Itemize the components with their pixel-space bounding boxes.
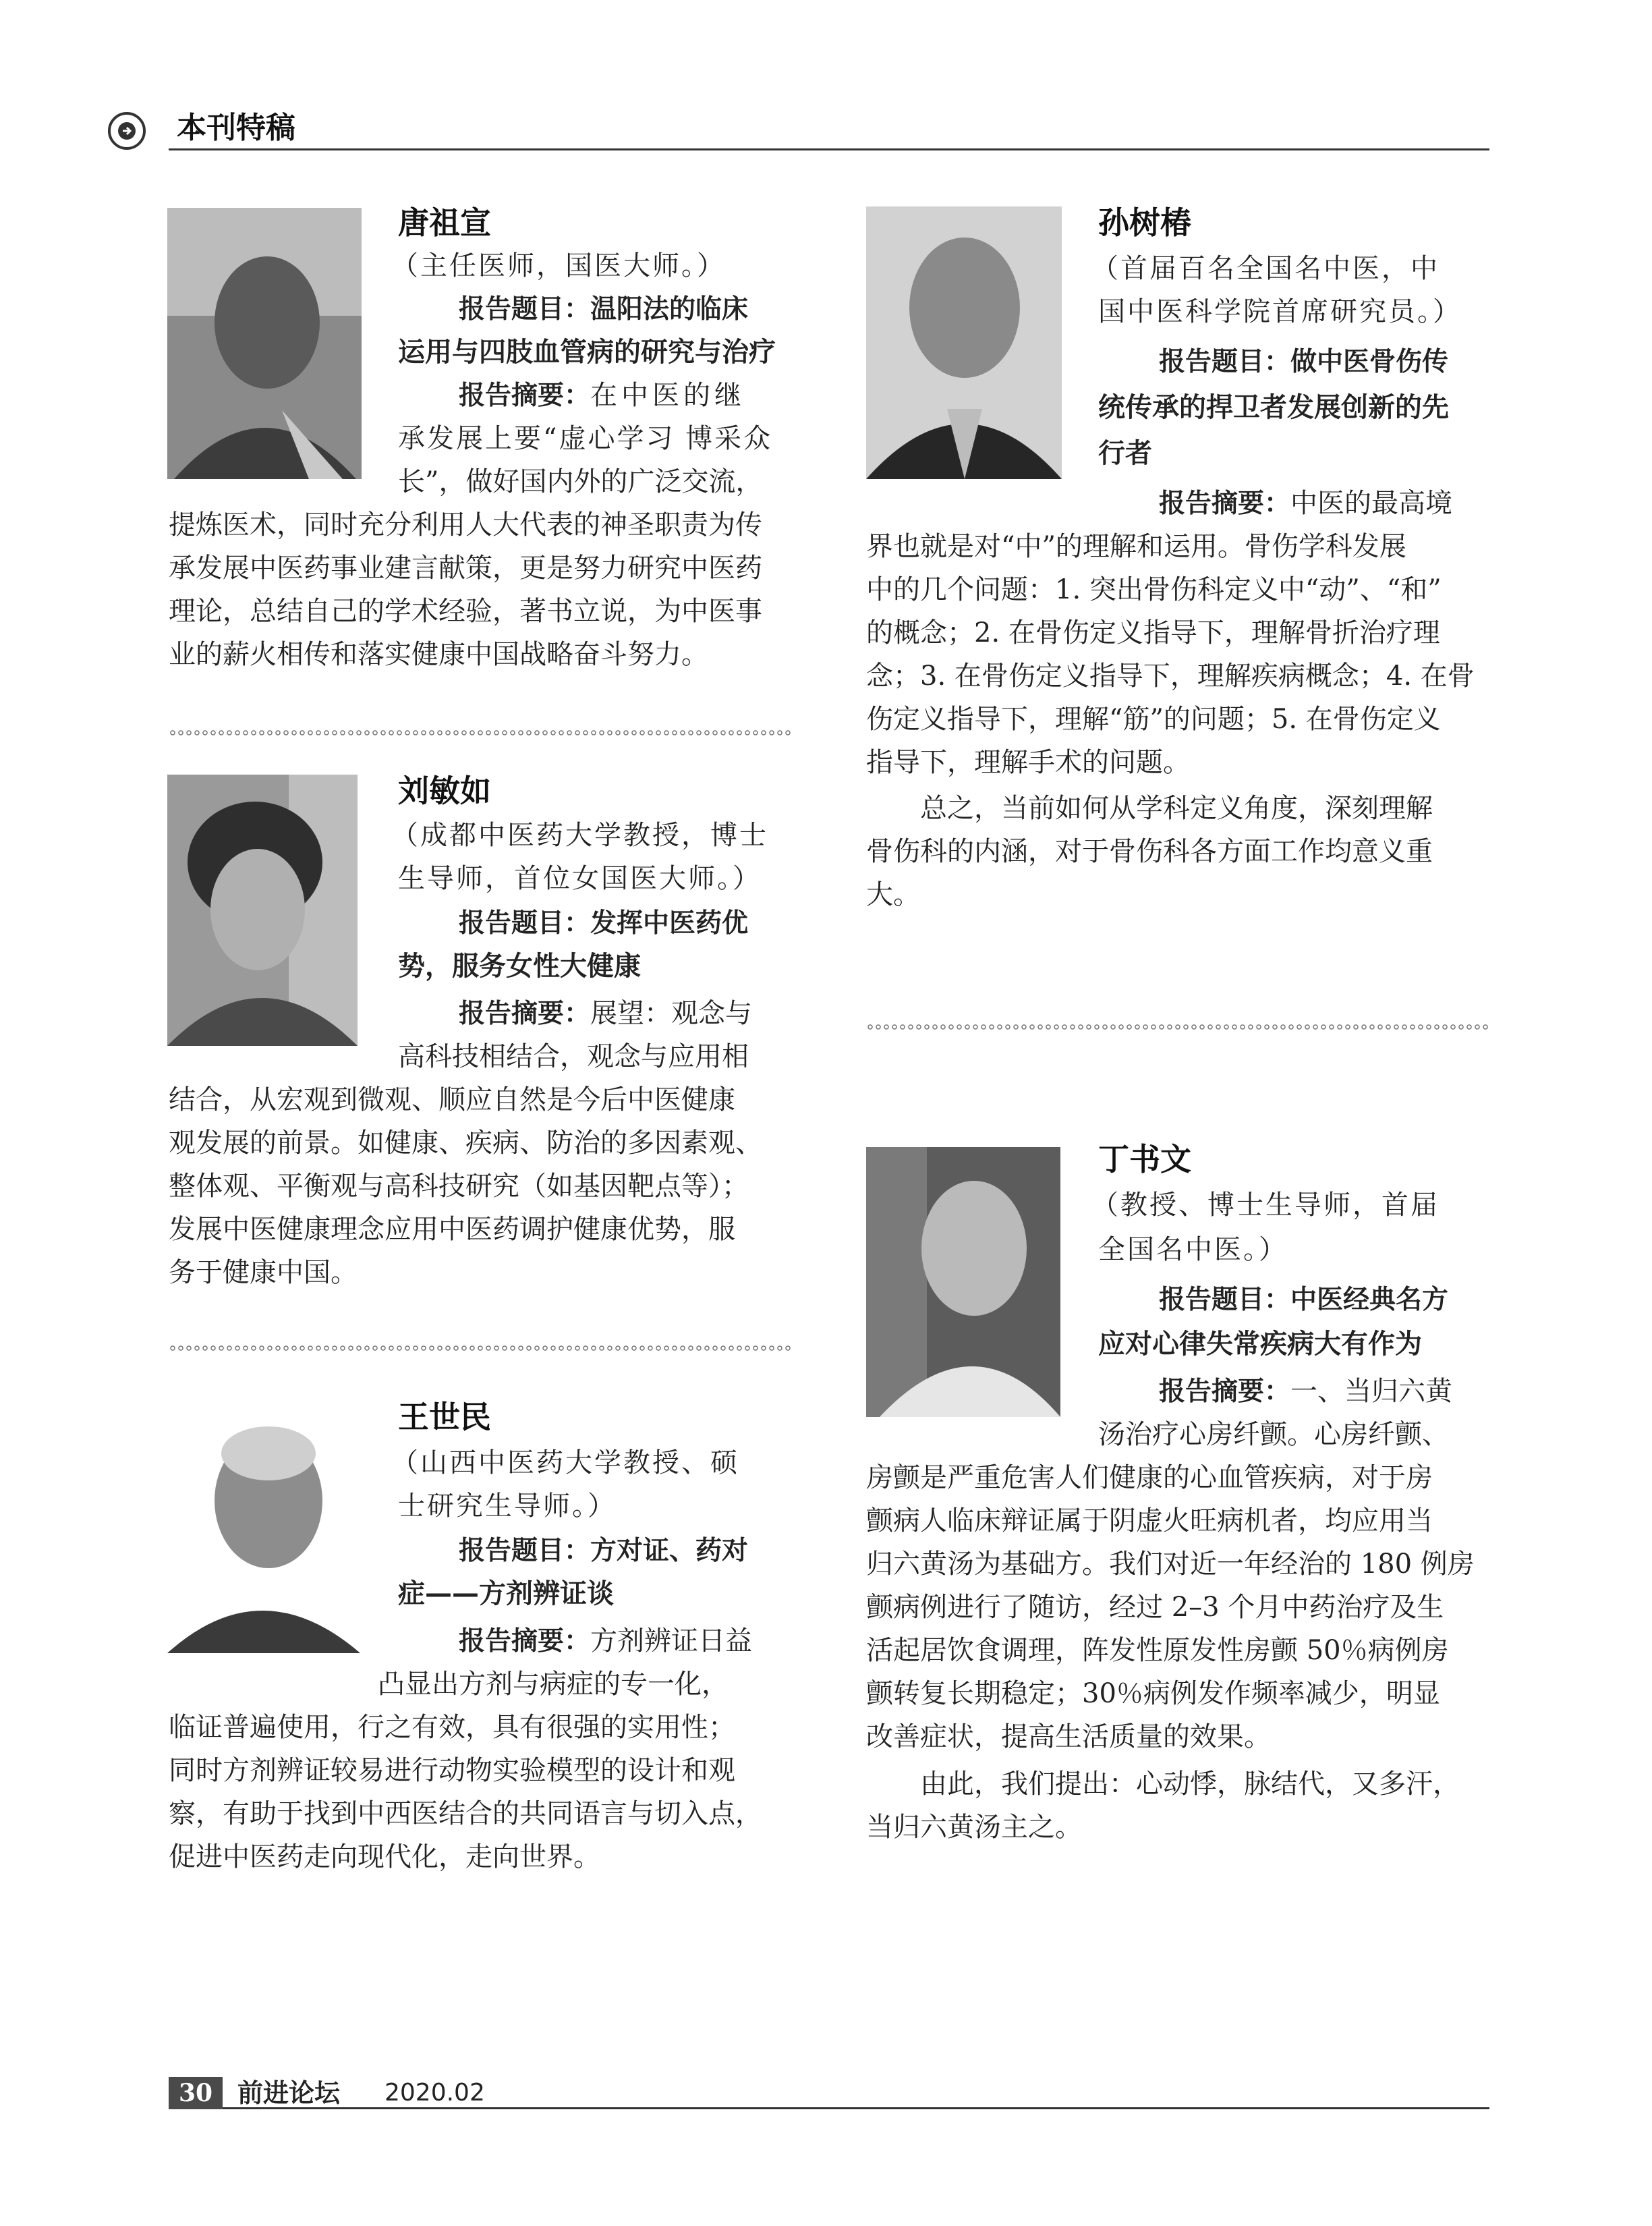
section-title: 本刊特稿 — [177, 111, 295, 145]
abstract-line: 伤定义指导下，理解“筋”的问题；5. 在骨伤定义 — [866, 704, 1441, 735]
topic-line: 报告题目：方对证、药对 — [459, 1536, 749, 1566]
credentials: 国中医科学院首席研究员。） — [1098, 296, 1462, 327]
credentials: （教授、博士生导师，首届 — [1091, 1190, 1440, 1221]
separator — [169, 729, 793, 737]
journal-name: 前进论坛 — [237, 2078, 341, 2108]
topic-label: 报告题目： — [1159, 1285, 1291, 1315]
topic-line: 报告题目：做中医骨伤传 — [1159, 347, 1449, 377]
topic-label: 报告题目： — [459, 294, 591, 325]
topic-line: 运用与四肢血管病的研究与治疗 — [398, 337, 776, 368]
abstract-line: 报告摘要：在中医的继 — [459, 380, 746, 411]
abstract-line: 凸显出方剂与病症的专一化， — [378, 1669, 729, 1700]
abstract-label: 报告摘要： — [459, 1626, 591, 1657]
abstract-line: 当归六黄汤主之。 — [866, 1812, 1082, 1843]
abstract-line: 临证普遍使用，行之有效，具有很强的实用性； — [169, 1712, 735, 1743]
portrait-photo — [167, 208, 362, 479]
abstract-line: 归六黄汤为基础方。我们对近一年经治的 180 例房 — [866, 1549, 1475, 1580]
expert-name: 刘敏如 — [398, 773, 491, 809]
abstract-line: 颤病例进行了随访，经过 2–3 个月中药治疗及生 — [866, 1592, 1444, 1623]
topic-line: 报告题目：中医经典名方 — [1159, 1285, 1449, 1315]
abstract-line: 业的薪火相传和落实健康中国战略奋斗努力。 — [169, 639, 708, 670]
abstract-line: 活起居饮食调理，阵发性原发性房颤 50％病例房 — [866, 1635, 1449, 1666]
topic-line: 行者 — [1098, 438, 1152, 469]
abstract-line: 承发展中医药事业建言献策，更是努力研究中医药 — [169, 553, 762, 584]
abstract-line: 颤病人临床辩证属于阴虚火旺病机者，均应用当 — [866, 1505, 1433, 1536]
abstract-label: 报告摘要： — [1159, 1376, 1291, 1407]
separator — [866, 1023, 1489, 1031]
abstract-line: 提炼医术，同时充分利用人大代表的神圣职责为传 — [169, 509, 762, 540]
topic-label: 报告题目： — [1159, 347, 1291, 377]
credentials: 生导师，首位女国医大师。） — [398, 863, 762, 894]
credentials: （主任医师，国医大师。） — [391, 250, 726, 281]
abstract-line: 承发展上要“虚心学习 博采众 — [398, 423, 773, 454]
topic-line: 应对心律失常疾病大有作为 — [1098, 1329, 1422, 1360]
abstract-line: 改善症状，提高生活质量的效果。 — [866, 1721, 1271, 1752]
abstract-line: 理论，总结自己的学术经验，著书立说，为中医事 — [169, 596, 762, 627]
abstract-line: 报告摘要：展望：观念与 — [459, 998, 753, 1029]
topic-label: 报告题目： — [459, 1536, 591, 1566]
expert-name: 孙树椿 — [1098, 204, 1191, 241]
abstract-line: 界也就是对“中”的理解和运用。骨伤学科发展 — [866, 531, 1406, 562]
credentials: （成都中医药大学教授，博士 — [391, 820, 768, 851]
topic-label: 报告题目： — [459, 908, 591, 939]
topic-line: 报告题目：温阳法的临床 — [459, 294, 749, 325]
page-number: 30 — [169, 2077, 223, 2109]
credentials: 全国名中医。） — [1098, 1234, 1288, 1265]
abstract-line: 总之，当前如何从学科定义角度，深刻理解 — [866, 793, 1433, 824]
abstract-line: 长”，做好国内外的广泛交流， — [398, 466, 763, 497]
arrow-circle-icon — [108, 112, 146, 150]
abstract-label: 报告摘要： — [1159, 489, 1291, 519]
abstract-line: 的概念；2. 在骨伤定义指导下，理解骨折治疗理 — [866, 617, 1440, 648]
abstract-label: 报告摘要： — [459, 381, 591, 411]
topic-line: 势，服务女性大健康 — [398, 951, 641, 982]
abstract-line: 报告摘要：方剂辨证日益 — [459, 1625, 753, 1657]
credentials: 士研究生导师。） — [398, 1491, 617, 1522]
abstract-line: 颤转复长期稳定；30％病例发作频率减少，明显 — [866, 1678, 1440, 1709]
portrait-photo — [866, 1147, 1060, 1417]
abstract-line: 房颤是严重危害人们健康的心血管疾病，对于房 — [866, 1462, 1433, 1493]
issue-date: 2020.02 — [384, 2079, 485, 2107]
abstract-line: 报告摘要：一、当归六黄 — [1159, 1376, 1453, 1407]
expert-name: 王世民 — [398, 1399, 491, 1435]
header-rule — [169, 148, 1489, 150]
topic-line: 症——方剂辨证谈 — [398, 1578, 614, 1609]
abstract-line: 骨伤科的内涵，对于骨伤科各方面工作均意义重 — [866, 836, 1433, 867]
abstract-line: 结合，从宏观到微观、顺应自然是今后中医健康 — [169, 1084, 735, 1115]
credentials: （山西中医药大学教授、硕 — [391, 1447, 739, 1478]
abstract-line: 整体观、平衡观与高科技研究（如基因靶点等）； — [169, 1171, 749, 1202]
portrait-photo — [866, 206, 1062, 479]
credentials: （首届百名全国名中医，中 — [1091, 253, 1440, 284]
abstract-line: 由此，我们提出：心动悸，脉结代，又多汗， — [866, 1769, 1460, 1800]
abstract-line: 观发展的前景。如健康、疾病、防治的多因素观、 — [169, 1128, 762, 1159]
abstract-line: 察，有助于找到中西医结合的共同语言与切入点， — [169, 1798, 762, 1829]
abstract-line: 务于健康中国。 — [169, 1257, 358, 1288]
portrait-photo — [167, 1413, 360, 1653]
abstract-line: 高科技相结合，观念与应用相 — [398, 1041, 749, 1072]
portrait-photo — [167, 775, 358, 1046]
abstract-line: 念；3. 在骨伤定义指导下，理解疾病概念；4. 在骨 — [866, 661, 1475, 692]
footer-rule — [169, 2107, 1489, 2109]
expert-name: 唐祖宣 — [398, 204, 491, 241]
topic-line: 统传承的捍卫者发展创新的先 — [1098, 392, 1449, 423]
abstract-line: 促进中医药走向现代化，走向世界。 — [169, 1841, 600, 1872]
separator — [169, 1344, 793, 1352]
abstract-label: 报告摘要： — [459, 999, 591, 1029]
abstract-line: 报告摘要：中医的最高境 — [1159, 488, 1453, 519]
abstract-line: 汤治疗心房纤颤。心房纤颤、 — [1098, 1419, 1449, 1450]
abstract-line: 指导下，理解手术的问题。 — [866, 747, 1190, 778]
abstract-line: 同时方剂辨证较易进行动物实验模型的设计和观 — [169, 1755, 735, 1786]
abstract-line: 发展中医健康理念应用中医药调护健康优势，服 — [169, 1214, 735, 1245]
abstract-line: 大。 — [866, 879, 920, 910]
abstract-line: 中的几个问题：1. 突出骨伤科定义中“动”、“和” — [866, 574, 1442, 605]
topic-line: 报告题目：发挥中医药优 — [459, 908, 749, 939]
expert-name: 丁书文 — [1098, 1141, 1191, 1177]
